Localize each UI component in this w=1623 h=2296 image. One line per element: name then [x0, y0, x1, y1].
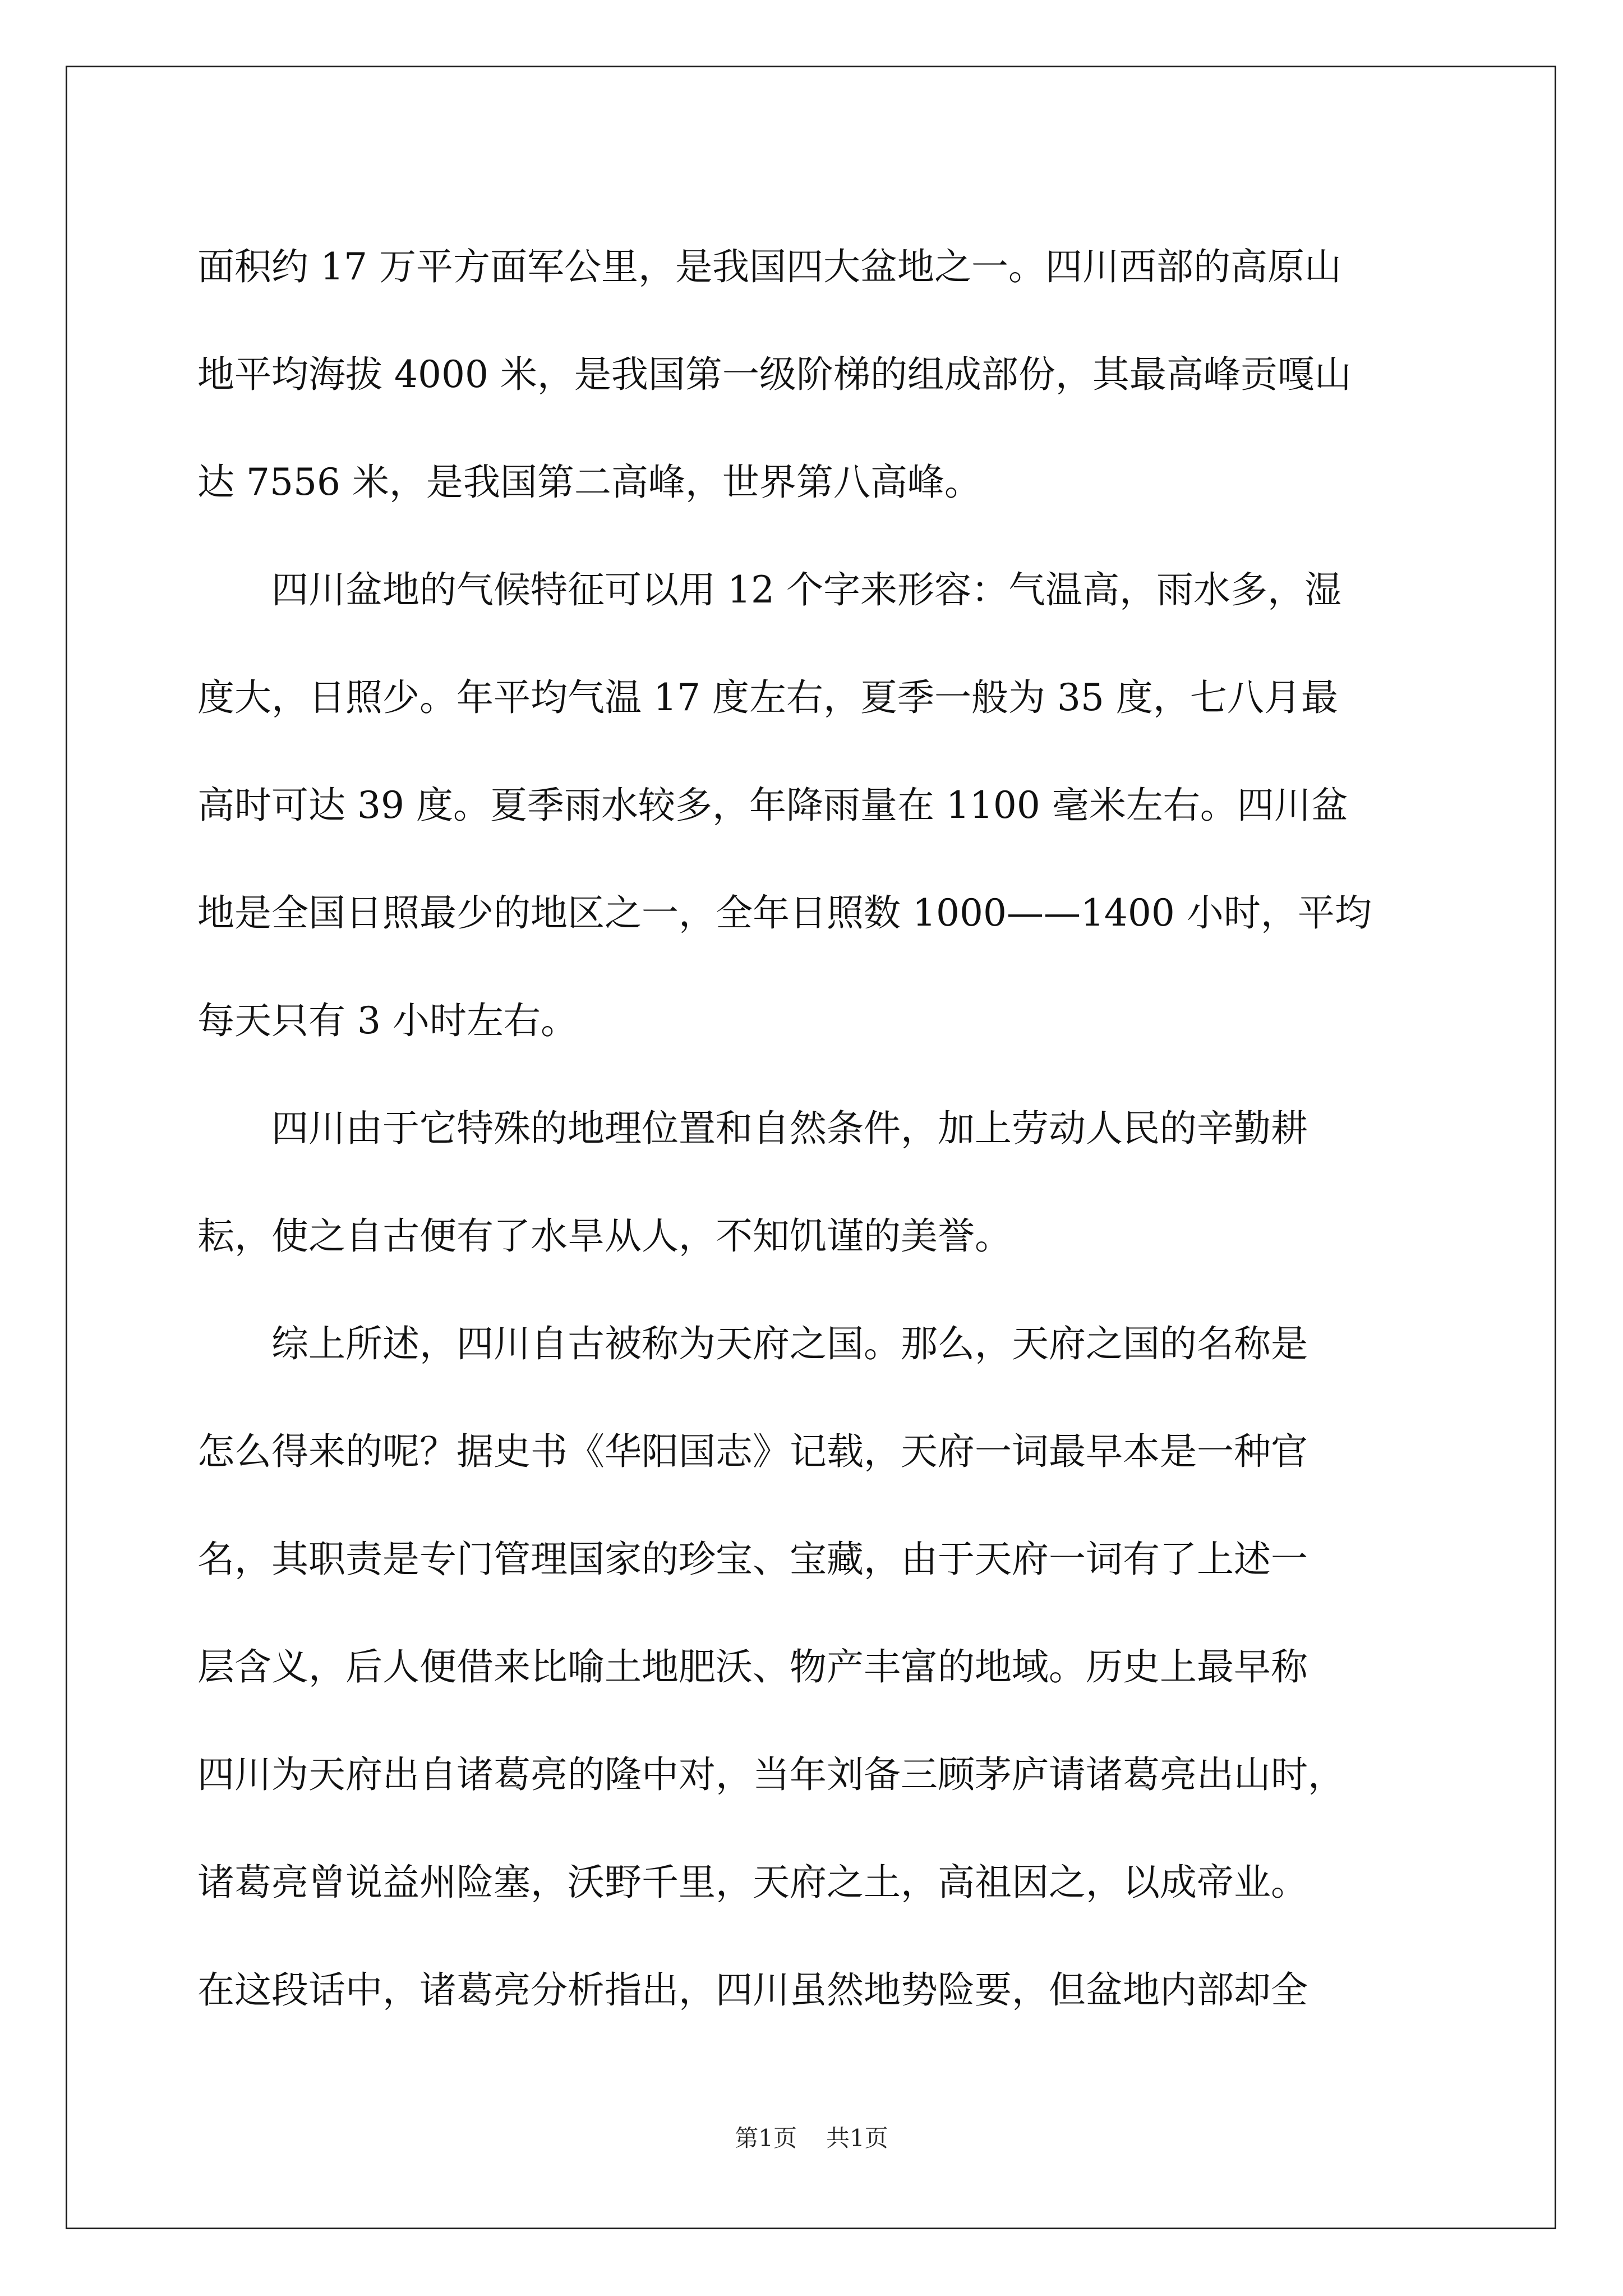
page-number-total: 共1页	[826, 2124, 888, 2152]
document-body	[197, 213, 1431, 2044]
paragraph-first-line: 四川由于它特殊的地理位置和自然条件，加上劳动人民的辛勤耕	[271, 1107, 1308, 1150]
text-line: 层含义，后人便借来比喻土地肥沃、物产丰富的地域。历史上最早称	[197, 1645, 1308, 1688]
text-line: 名，其职责是专门管理国家的珍宝、宝藏，由于天府一词有了上述一	[197, 1538, 1308, 1581]
text-line: 达 7556 米，是我国第二高峰，世界第八高峰。	[197, 461, 981, 504]
text-line: 地平均海拔 4000 米，是我国第一级阶梯的组成部份，其最高峰贡嘎山	[197, 353, 1352, 396]
text-line: 四川为天府出自诸葛亮的隆中对，当年刘备三顾茅庐请诸葛亮出山时，	[197, 1753, 1345, 1796]
text-line: 面积约 17 万平方面军公里，是我国四大盆地之一。四川西部的高原山	[197, 245, 1341, 288]
text-line: 高时可达 39 度。夏季雨水较多，年降雨量在 1100 毫米左右。四川盆	[197, 784, 1348, 827]
page-number-current: 第1页	[735, 2124, 797, 2152]
text-line: 诸葛亮曾说益州险塞，沃野千里，天府之土，高祖因之，以成帝业。	[197, 1861, 1308, 1904]
text-line: 在这段话中，诸葛亮分析指出，四川虽然地势险要，但盆地内部却全	[197, 1968, 1308, 2012]
page-footer	[0, 2122, 1623, 2155]
text-line: 怎么得来的呢？据史书《华阳国志》记载，天府一词最早本是一种官	[197, 1430, 1308, 1473]
paragraph-first-line: 四川盆地的气候特征可以用 12 个字来形容：气温高，雨水多，湿	[271, 568, 1341, 611]
text-line: 度大，日照少。年平均气温 17 度左右，夏季一般为 35 度，七八月最	[197, 676, 1338, 719]
text-line: 每天只有 3 小时左右。	[197, 999, 578, 1042]
paragraph-first-line: 综上所述，四川自古被称为天府之国。那么，天府之国的名称是	[271, 1322, 1308, 1365]
text-line: 地是全国日照最少的地区之一，全年日照数 1000——1400 小时，平均	[197, 891, 1372, 935]
text-line: 耘，使之自古便有了水旱从人，不知饥谨的美誉。	[197, 1214, 1012, 1258]
